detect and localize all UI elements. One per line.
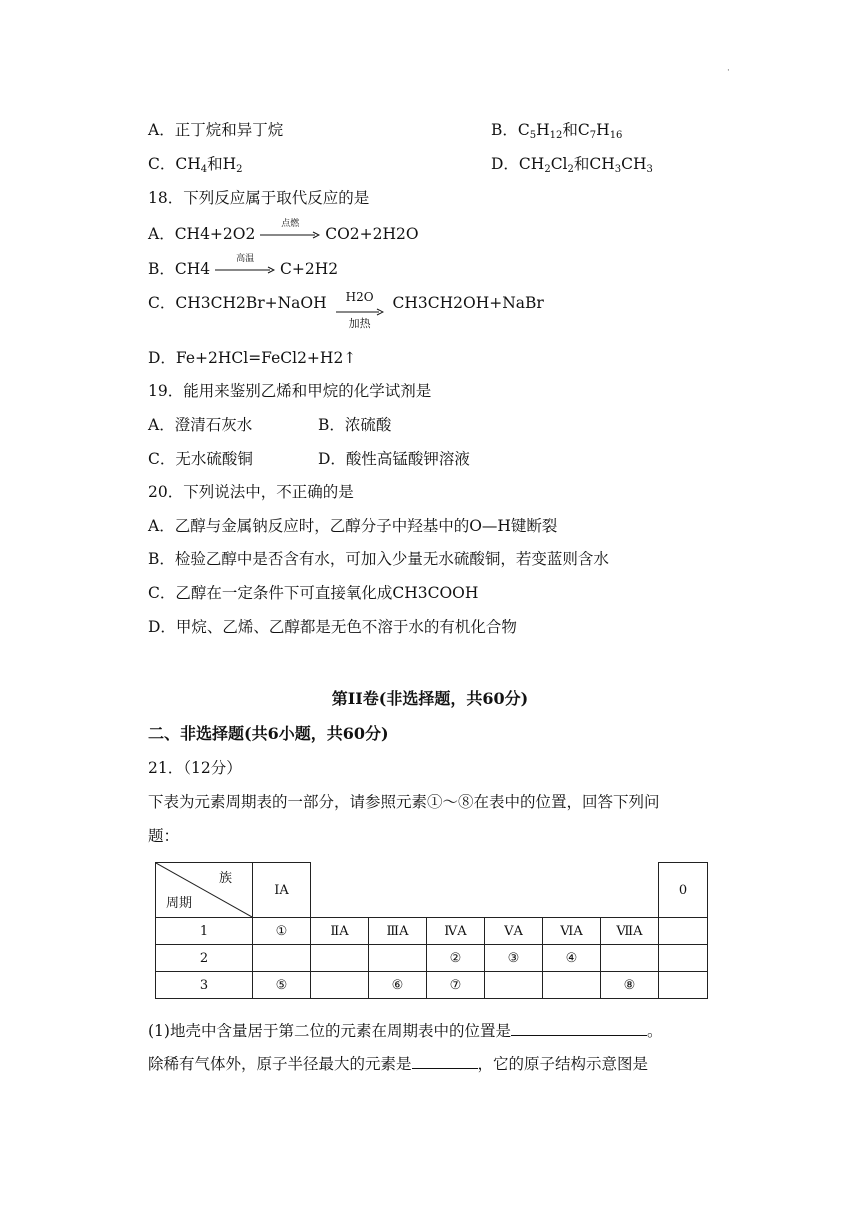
q18-option-a: A．CH4+2O2 点燃 CO2+2H2O bbox=[148, 219, 419, 243]
q18-option-b: B．CH4 高温 C+2H2 bbox=[148, 254, 339, 278]
q19-option-c: C．无水硫酸铜 bbox=[148, 450, 253, 468]
element-cell bbox=[543, 972, 601, 999]
element-cell bbox=[659, 972, 708, 999]
q17-option-c: C．$CH_4$和$H_2$ bbox=[148, 155, 243, 175]
q19-option-b: B．浓硫酸 bbox=[318, 416, 392, 434]
element-cell bbox=[311, 945, 369, 972]
header-IA: ⅠA bbox=[253, 863, 311, 918]
q20-option-d: D．甲烷、乙烯、乙醇都是无色不溶于水的有机化合物 bbox=[148, 618, 517, 636]
answer-blank[interactable] bbox=[511, 1019, 647, 1036]
element-cell bbox=[369, 945, 427, 972]
q17-option-d: D．$CH_2Cl_2$和$CH_3CH_3$ bbox=[491, 155, 653, 175]
table-row bbox=[156, 918, 708, 945]
periodic-table bbox=[155, 862, 708, 999]
q19-option-a: A．澄清石灰水 bbox=[148, 416, 253, 434]
period-cell: 2 bbox=[156, 945, 253, 972]
reaction-arrow: 点燃 bbox=[260, 231, 320, 239]
q21-intro-line2: 题： bbox=[148, 827, 180, 845]
header-0: 0 bbox=[659, 863, 708, 918]
q20-option-a: A．乙醇与金属钠反应时，乙醇分子中羟基中的O—H键断裂 bbox=[148, 517, 558, 535]
element-cell: ④ bbox=[543, 945, 601, 972]
q21-part1-line2: 除稀有气体外，原子半径最大的元素是 ，它的原子结构示意图是 bbox=[148, 1052, 648, 1074]
section-title: 第II卷(非选择题，共60分) bbox=[331, 689, 529, 708]
element-cell bbox=[485, 972, 543, 999]
reaction-arrow: 高温 bbox=[215, 266, 275, 274]
q21-number: 21．（12分） bbox=[148, 759, 242, 777]
corner-period-label: 周期 bbox=[166, 896, 193, 911]
q21-part1-line1: (1)地壳中含量居于第二位的元素在周期表中的位置是 。 bbox=[148, 1019, 662, 1041]
q18-option-c: C．CH3CH2Br+NaOH H2O 加热 CH3CH2OH+NaBr bbox=[148, 290, 544, 330]
element-cell bbox=[253, 945, 311, 972]
section-subtitle: 二、非选择题(共6小题，共60分) bbox=[148, 724, 389, 743]
element-cell bbox=[659, 918, 708, 945]
element-cell: ⑤ bbox=[253, 972, 311, 999]
group-header-cell: ⅥA bbox=[543, 918, 601, 945]
element-cell: ① bbox=[253, 918, 311, 945]
element-cell bbox=[659, 945, 708, 972]
q21-intro-line1: 下表为元素周期表的一部分，请参照元素①～⑧在表中的位置，回答下列问 bbox=[148, 793, 660, 811]
element-cell: ③ bbox=[485, 945, 543, 972]
q20-option-b: B．检验乙醇中是否含有水，可加入少量无水硫酸铜，若变蓝则含水 bbox=[148, 550, 609, 568]
element-cell bbox=[601, 945, 659, 972]
corner-header bbox=[156, 863, 253, 918]
group-header-cell: ⅣA bbox=[427, 918, 485, 945]
header-gap bbox=[311, 863, 659, 918]
period-cell: 3 bbox=[156, 972, 253, 999]
table-row bbox=[156, 972, 708, 999]
q20-option-c: C．乙醇在一定条件下可直接氧化成CH3COOH bbox=[148, 584, 479, 602]
element-cell: ② bbox=[427, 945, 485, 972]
q18-stem: 18．下列反应属于取代反应的是 bbox=[148, 189, 370, 207]
corner-group-label: 族 bbox=[218, 871, 232, 886]
q20-stem: 20．下列说法中，不正确的是 bbox=[148, 483, 354, 501]
q18-option-d: D．Fe+2HCl=FeCl2+H2↑ bbox=[148, 349, 357, 367]
answer-blank[interactable] bbox=[412, 1052, 478, 1069]
q17-option-a: A．正丁烷和异丁烷 bbox=[148, 121, 284, 139]
q19-option-d: D．酸性高锰酸钾溶液 bbox=[318, 450, 470, 468]
element-cell: ⑥ bbox=[369, 972, 427, 999]
table-row bbox=[156, 945, 708, 972]
group-header-cell: ⅢA bbox=[369, 918, 427, 945]
period-cell: 1 bbox=[156, 918, 253, 945]
element-cell bbox=[311, 972, 369, 999]
q19-stem: 19．能用来鉴别乙烯和甲烷的化学试剂是 bbox=[148, 382, 432, 400]
element-cell: ⑧ bbox=[601, 972, 659, 999]
group-header-cell: ⅦA bbox=[601, 918, 659, 945]
element-cell: ⑦ bbox=[427, 972, 485, 999]
reaction-arrow: H2O 加热 bbox=[336, 308, 384, 316]
q17-option-b: B．$C_5H_{12}$和$C_7H_{16}$ bbox=[491, 121, 623, 141]
group-header-cell: ⅤA bbox=[485, 918, 543, 945]
page-mark: · bbox=[727, 66, 730, 76]
group-header-cell: ⅡA bbox=[311, 918, 369, 945]
